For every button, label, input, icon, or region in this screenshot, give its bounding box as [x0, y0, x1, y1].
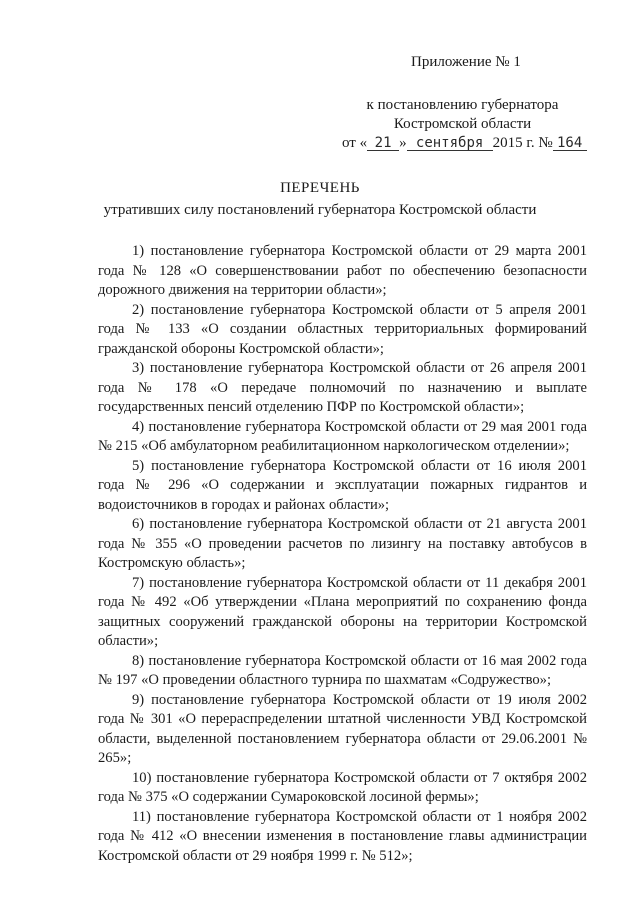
appendix-label: Приложение № 1 [411, 54, 521, 70]
list-item: 11) постановление губернатора Костромской области от 1 ноября 2002 года № 412 «О внесении изменения в постановление главы администрации Костромской области от 29 ноября 1999 г. № 512»; [98, 808, 587, 864]
decree-line-1: к постановлению губернатора [366, 97, 559, 113]
list-item: 9) постановление губернатора Костромской области от 19 июля 2002 года № 301 «О перераспределении штатной численности УВД Костромской области, выделенной постановлением губернатора области от 29.06.2001 № 265»; [98, 691, 587, 766]
document-title: ПЕРЕЧЕНЬ [280, 180, 360, 196]
list-item: 2) постановление губернатора Костромской области от 5 апреля 2001 года № 133 «О создании областных территориальных формирований гражданской обороны Костромской области»; [98, 301, 587, 357]
list-item: 1) постановление губернатора Костромской области от 29 марта 2001 года № 128 «О совершенствовании работ по обеспечению безопасности дорожного движения на территории области»; [98, 243, 587, 298]
list-item: 6) постановление губернатора Костромской области от 21 августа 2001 года № 355 «О проведении расчетов по лизингу на поставку автобусов в Костромскую область»; [98, 516, 587, 571]
decree-date-line [340, 134, 585, 153]
repealed-decrees-list [98, 242, 587, 866]
decree-reference [340, 96, 585, 153]
decree-number: 164 [553, 136, 587, 151]
list-item: 7) постановление губернатора Костромской области от 11 декабря 2001 года № 492 «Об утверждении «Плана мероприятий по сохранению фонда защитных сооружений гражданской обороны на территории Костромской области»; [98, 574, 587, 649]
list-item: 8) постановление губернатора Костромской области от 16 мая 2002 года № 197 «О проведении областного турнира по шахматам «Содружество»; [98, 652, 587, 688]
decree-line-2: Костромской области [393, 116, 532, 132]
date-year: 2015 г. № [492, 135, 553, 151]
date-prefix: от « [342, 135, 368, 151]
list-item: 5) постановление губернатора Костромской области от 16 июля 2001 года № 296 «О содержании и эксплуатации пожарных гидрантов и водоисточников в городах и районах области»; [98, 457, 587, 513]
date-month: сентября [407, 136, 493, 151]
list-item: 3) постановление губернатора Костромской области от 26 апреля 2001 года № 178 «О передаче полномочий по назначению и выплате государственных пенсий отделению ПФР по Костромской области»; [98, 360, 587, 415]
document-subtitle: утративших силу постановлений губернатора Костромской области [103, 202, 537, 218]
date-day: 21 [367, 136, 399, 151]
list-item: 4) постановление губернатора Костромской области от 29 мая 2001 года № 215 «Об амбулаторном реабилитационном наркологическом отделении»; [98, 418, 587, 454]
date-mid: » [399, 135, 407, 151]
list-item: 10) постановление губернатора Костромской области от 7 октября 2002 года № 375 «О содержании Сумароковской лосиной фермы»; [98, 769, 587, 805]
